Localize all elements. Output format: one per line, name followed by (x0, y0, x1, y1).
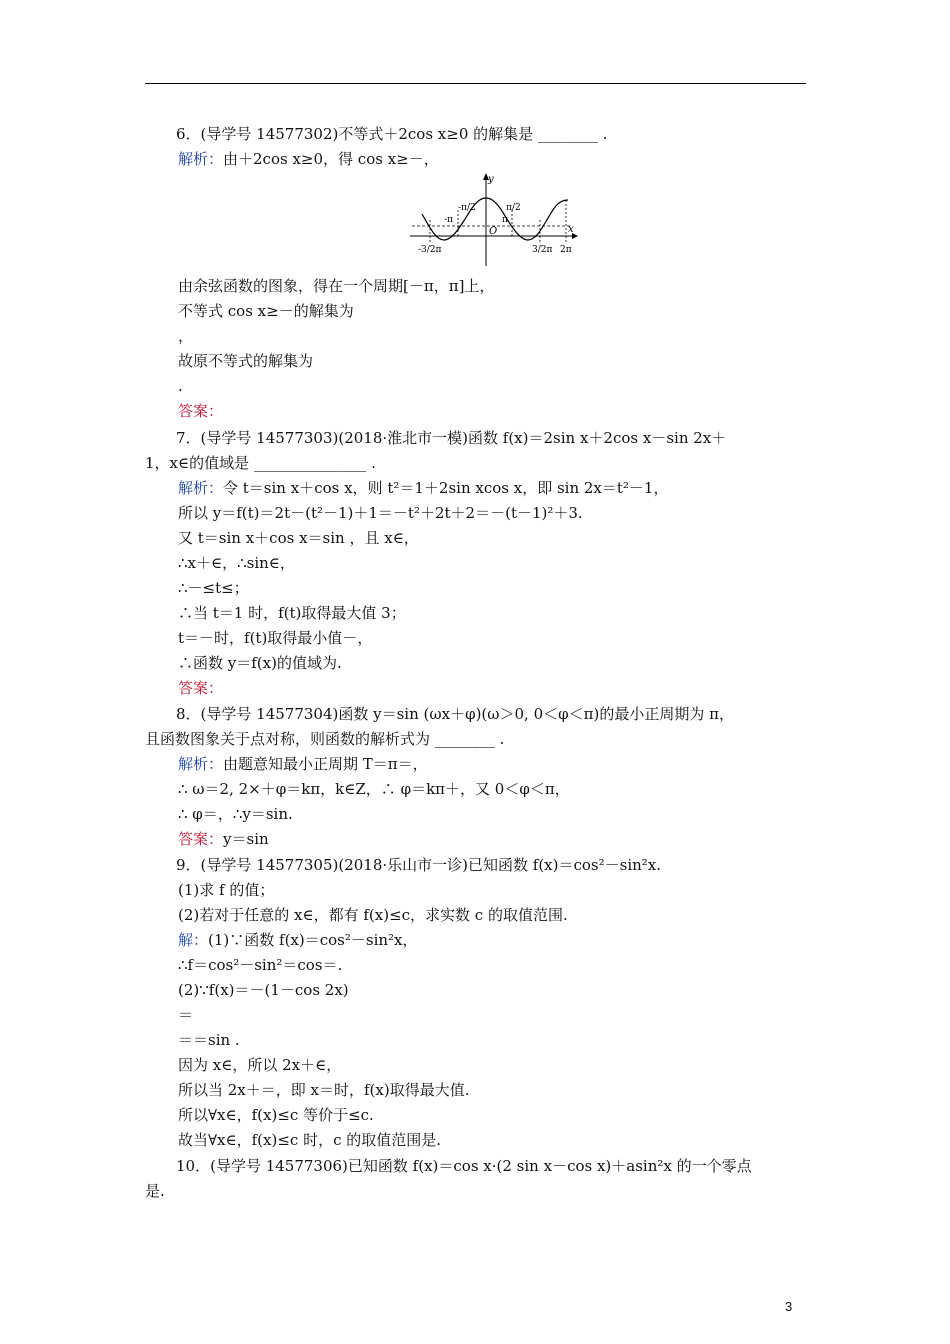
problem-9-statement: 9．(导学号 14577305)(2018·乐山市一诊)已知函数 f(x)＝cos²－sin²x. (176, 856, 662, 874)
text-line: 故原不等式的解集为 (178, 352, 314, 370)
text-line: ， (178, 327, 194, 345)
text-line: 所以 y＝f(t)＝2t－(t²－1)＋1＝－t²＋2t＋2＝－(t－1)²＋3. (178, 504, 583, 522)
analysis-label: 解析： (178, 479, 224, 497)
problem-7-statement-cont: 1，x∈的值域是 _______________ . (145, 454, 376, 472)
text-line: ∴－≤t≤； (178, 579, 249, 597)
text-line: 故当∀x∈，f(x)≤c 时，c 的取值范围是. (178, 1131, 442, 1149)
problem-9-part-1: (1)求 f 的值； (178, 881, 275, 899)
analysis-label: 解析： (178, 150, 224, 168)
text-line: ∴ φ＝，∴y＝sin. (178, 805, 293, 823)
problem-6-analysis (178, 149, 439, 169)
problem-8-statement: 8．(导学号 14577304)函数 y＝sin (ωx＋φ)(ω＞0, 0＜φ＜π)的最小正周期为 π， (176, 705, 734, 723)
text-line: 不等式 cos x≥－的解集为 (178, 302, 354, 320)
answer-label: 答案： (178, 402, 224, 420)
y-axis-label: y (488, 174, 494, 185)
text-line: ∴ ω＝2, 2×＋φ＝kπ，k∈Z，∴ φ＝kπ＋，又 0＜φ＜π， (178, 780, 570, 798)
solution-text: (1)∵函数 f(x)＝cos²－sin²x， (208, 931, 418, 949)
answer-label: 答案： (178, 679, 224, 697)
problem-10-statement-cont: 是. (145, 1182, 165, 1200)
problem-7-analysis (178, 478, 668, 498)
tick-pi: π (502, 215, 508, 225)
tick-two-pi: 2π (560, 245, 572, 255)
problem-8-statement-cont: 且函数图象关于点对称，则函数的解析式为 ________ . (145, 730, 505, 748)
text-line: . (178, 377, 183, 395)
analysis-text: 由题意知最小正周期 T＝π＝， (223, 755, 428, 773)
answer-label: 答案： (178, 830, 224, 848)
analysis-text: 由＋2cos x≥0，得 cos x≥－， (223, 150, 439, 168)
text-line: 又 t＝sin x＋cos x＝sin ，且 x∈， (178, 529, 419, 547)
problem-10-statement: 10．(导学号 14577306)已知函数 f(x)＝cos x·(2 sin x－cos x)＋asin²x 的一个零点 (176, 1157, 752, 1175)
problem-9-solution (178, 930, 418, 950)
text-line: ∴f＝cos²－sin²＝cos＝. (178, 956, 343, 974)
text-line: ∴当 t＝1 时，f(t)取得最大值 3； (178, 604, 406, 622)
problem-7-answer (178, 678, 223, 698)
text-line: 由余弦函数的图象，得在一个周期[－π，π]上， (178, 277, 495, 295)
problem-6-statement: 6．(导学号 14577302)不等式＋2cos x≥0 的解集是 ________ . (176, 125, 608, 143)
tick-minus-three-half-pi: -3/2π (418, 245, 442, 255)
text-line: 因为 x∈，所以 2x＋∈， (178, 1056, 342, 1074)
problem-6-answer (178, 401, 223, 421)
text-line: ∴函数 y＝f(x)的值域为. (178, 654, 342, 672)
text-line: 所以当 2x＋＝，即 x＝时，f(x)取得最大值. (178, 1081, 470, 1099)
page-number: 3 (785, 1299, 793, 1314)
tick-minus-pi: -π (444, 215, 453, 225)
origin-label: O (489, 226, 498, 237)
text-line: ＝＝sin . (178, 1031, 240, 1049)
answer-text: y＝sin (223, 830, 269, 848)
analysis-label: 解析： (178, 755, 224, 773)
header-rule (145, 83, 806, 84)
analysis-text: 令 t＝sin x＋cos x，则 t²＝1＋2sin xcos x，即 sin 2x＝t²－1， (223, 479, 669, 497)
text-line: ∴x＋∈，∴sin∈， (178, 554, 295, 572)
tick-half-pi: π/2 (506, 203, 521, 213)
cosine-graph (408, 170, 580, 268)
problem-9-part-2: (2)若对于任意的 x∈，都有 f(x)≤c，求实数 c 的取值范围. (178, 906, 568, 924)
tick-three-half-pi: 3/2π (532, 245, 553, 255)
problem-7-statement: 7．(导学号 14577303)(2018·淮北市一模)函数 f(x)＝2sin x＋2cos x－sin 2x＋ (176, 429, 727, 447)
x-axis-label: x (568, 224, 574, 235)
text-line: 所以∀x∈，f(x)≤c 等价于≤c. (178, 1106, 374, 1124)
text-line: ＝ (178, 1006, 194, 1024)
text-line: (2)∵f(x)＝－(1－cos 2x) (178, 981, 349, 999)
problem-8-answer (178, 829, 269, 849)
solution-label: 解： (178, 931, 209, 949)
problem-8-analysis (178, 754, 428, 774)
text-line: t＝－时，f(t)取得最小值－， (178, 629, 373, 647)
tick-minus-half-pi: -π/2 (458, 203, 476, 213)
